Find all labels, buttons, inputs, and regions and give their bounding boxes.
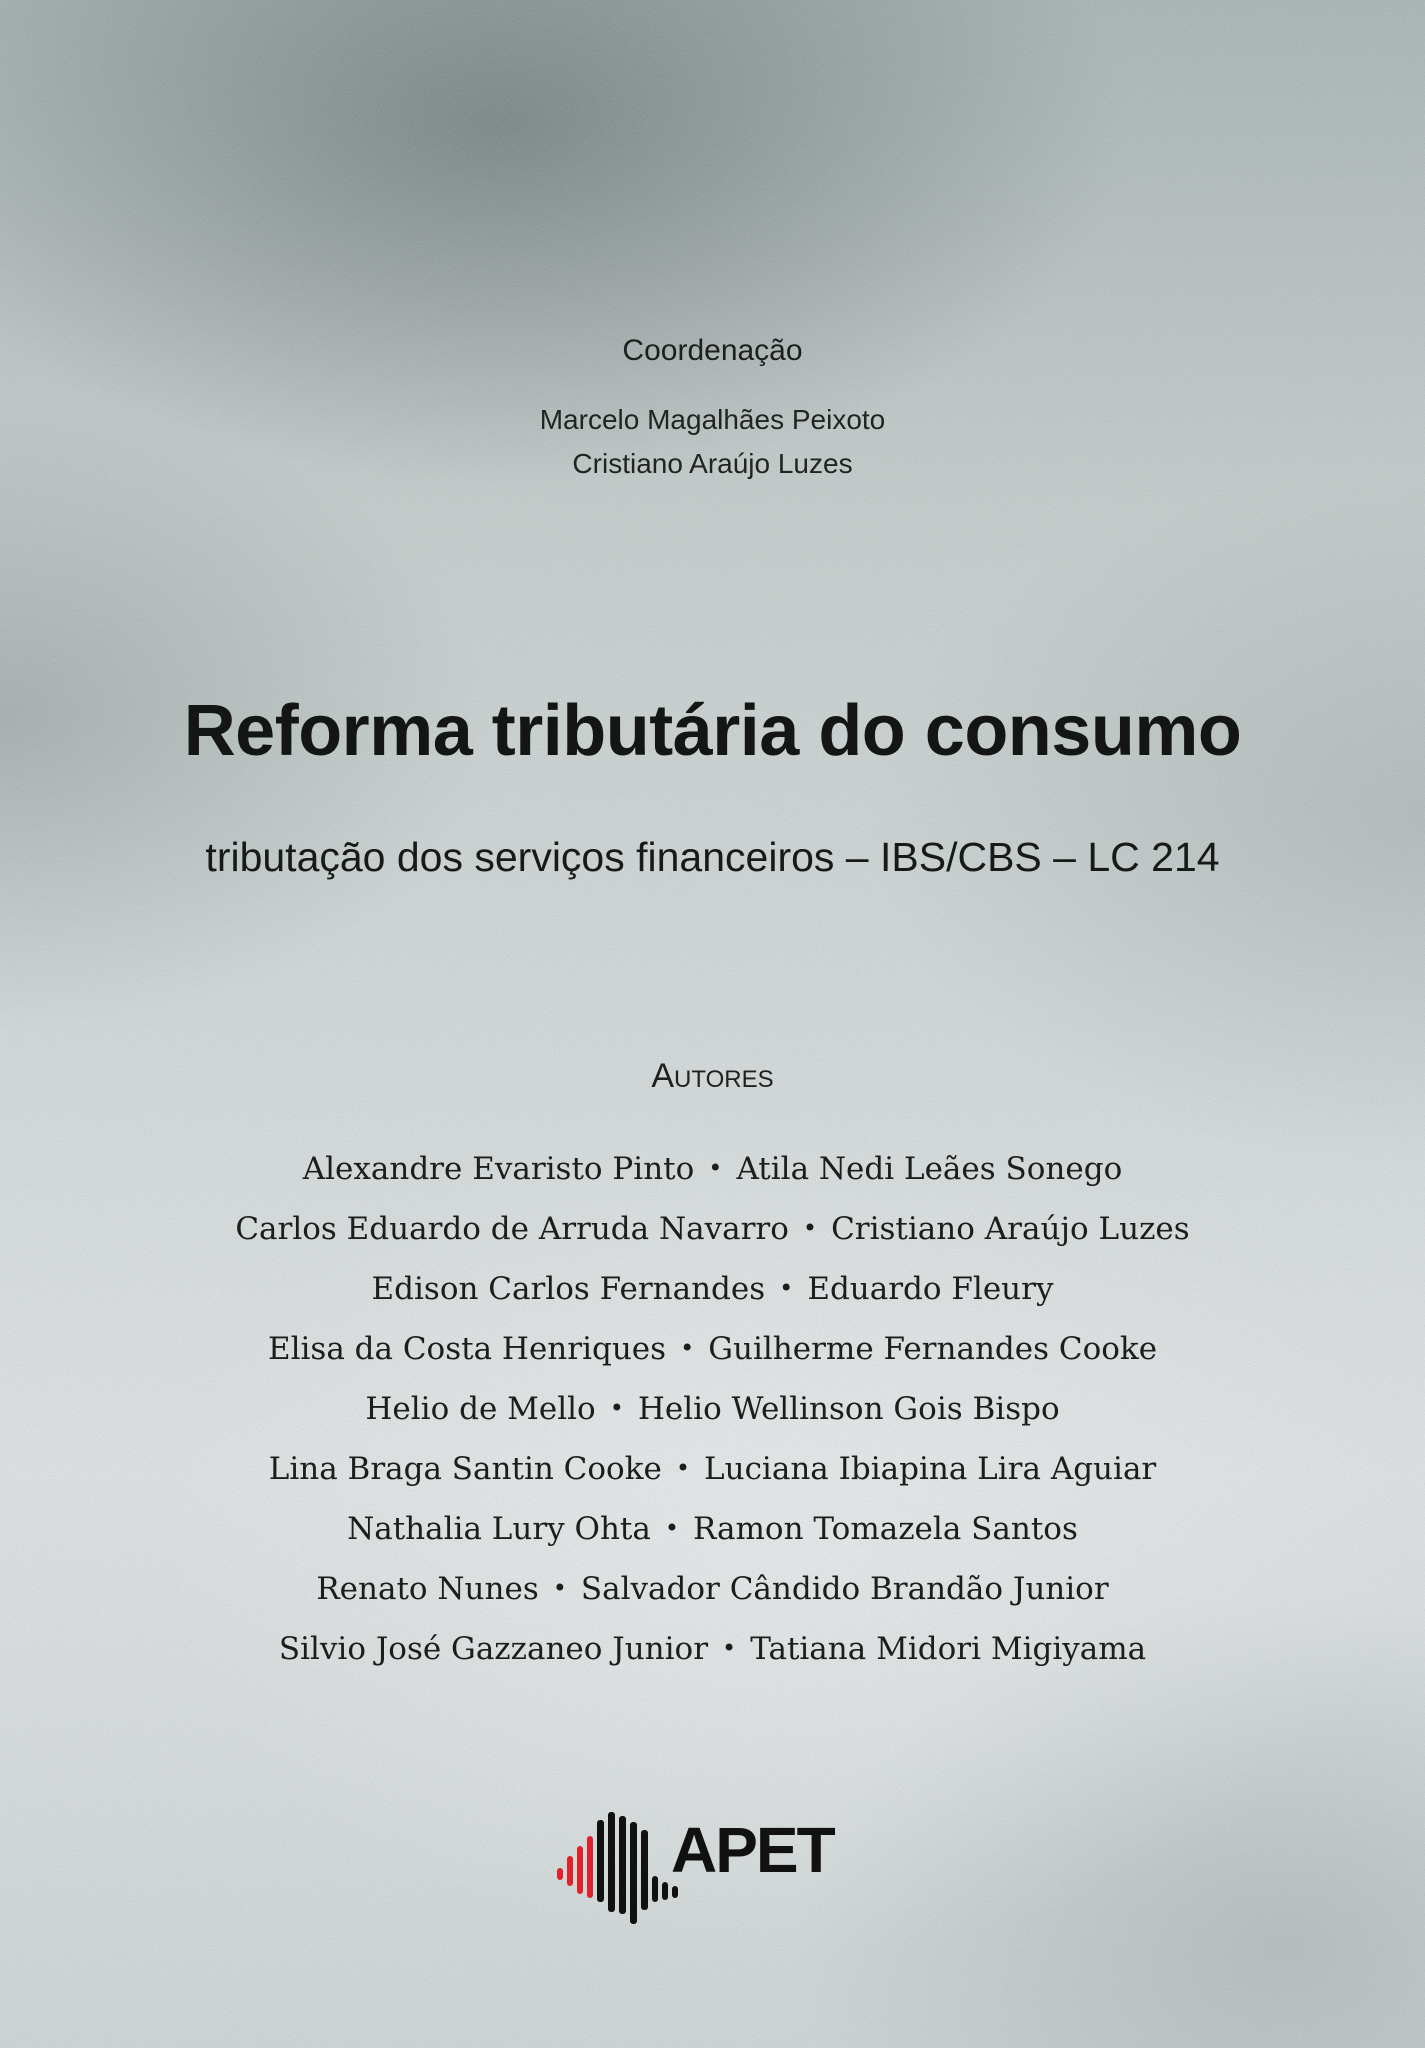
author-name: Tatiana Midori Migiyama	[750, 1631, 1147, 1667]
author-name: Guilherme Fernandes Cooke	[708, 1331, 1158, 1367]
author-name: Edison Carlos Fernandes	[371, 1271, 766, 1307]
author-line	[0, 1559, 1425, 1619]
bullet-separator: •	[708, 1154, 723, 1182]
author-line	[0, 1619, 1425, 1679]
author-name: Alexandre Evaristo Pinto	[302, 1151, 695, 1187]
author-line	[0, 1139, 1425, 1199]
author-line	[0, 1199, 1425, 1259]
author-line	[0, 1439, 1425, 1499]
author-name: Helio de Mello	[365, 1391, 596, 1427]
bullet-separator: •	[722, 1634, 737, 1662]
bullet-separator: •	[675, 1454, 691, 1482]
author-name: Carlos Eduardo de Arruda Navarro	[235, 1211, 789, 1247]
bullet-separator: •	[680, 1334, 695, 1362]
coordinators-list	[0, 398, 1425, 486]
sound-wave-icon	[557, 1812, 678, 1924]
author-line	[0, 1499, 1425, 1559]
author-name: Atila Nedi Leães Sonego	[736, 1151, 1123, 1187]
author-name: Cristiano Araújo Luzes	[831, 1211, 1190, 1247]
author-name: Lina Braga Santin Cooke	[268, 1451, 662, 1487]
coordinator-name: Cristiano Araújo Luzes	[572, 448, 853, 479]
author-name: Salvador Cândido Brandão Junior	[580, 1571, 1109, 1607]
bullet-separator: •	[552, 1574, 567, 1602]
bullet-separator: •	[664, 1514, 679, 1542]
book-subtitle: tributação dos serviços financeiros – IBS/CBS – LC 214	[205, 834, 1220, 880]
bullet-separator: •	[779, 1274, 794, 1302]
author-name: Helio Wellinson Gois Bispo	[637, 1391, 1060, 1427]
author-name: Elisa da Costa Henriques	[267, 1331, 667, 1367]
publisher-logo-text: APET	[671, 1814, 834, 1886]
bullet-separator: •	[609, 1394, 624, 1422]
author-line	[0, 1319, 1425, 1379]
authors-list	[0, 1139, 1425, 1679]
book-title: Reforma tributária do consumo	[183, 691, 1242, 771]
apet-logo	[555, 1810, 880, 1925]
coordination-heading: Coordenação	[622, 334, 803, 367]
author-name: Ramon Tomazela Santos	[693, 1511, 1078, 1547]
author-line	[0, 1259, 1425, 1319]
bullet-separator: •	[802, 1214, 818, 1242]
authors-heading: Autores	[651, 1057, 774, 1095]
author-line	[0, 1379, 1425, 1439]
author-name: Silvio José Gazzaneo Junior	[278, 1631, 709, 1667]
coordinator-name: Marcelo Magalhães Peixoto	[539, 404, 886, 435]
author-name: Luciana Ibiapina Lira Aguiar	[704, 1451, 1157, 1487]
author-name: Nathalia Lury Ohta	[347, 1511, 651, 1547]
author-name: Renato Nunes	[316, 1571, 539, 1607]
author-name: Eduardo Fleury	[807, 1271, 1054, 1307]
